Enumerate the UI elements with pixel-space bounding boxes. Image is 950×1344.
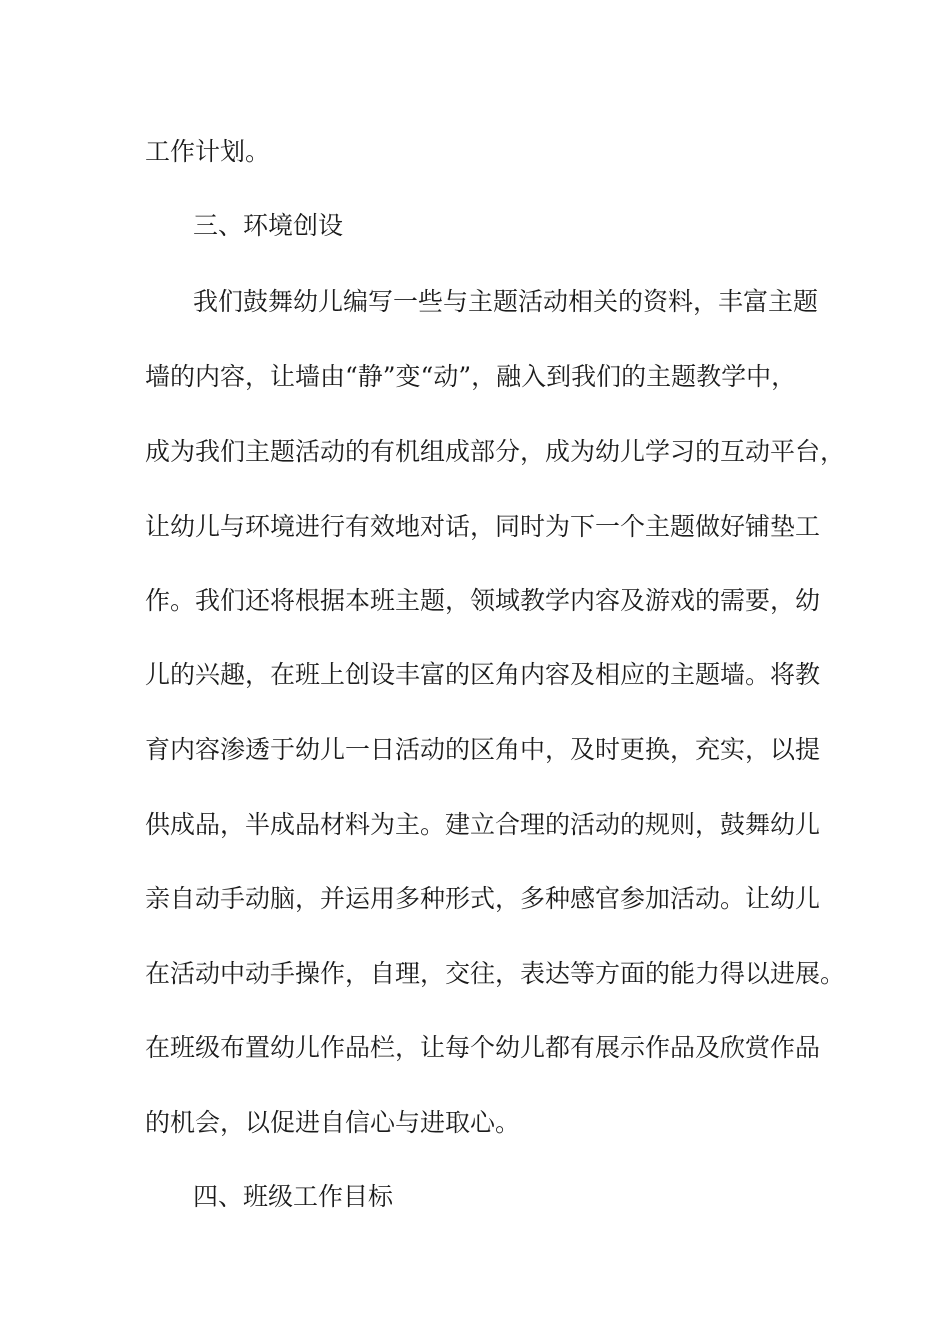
paragraph-line: 成为我们主题活动的有机组成部分，成为幼儿学习的互动平台， (145, 437, 846, 466)
section-heading-environment: 三、环境创设 (193, 211, 344, 240)
paragraph-line: 亲自动手动脑，并运用多种形式，多种感官参加活动。让幼儿 (145, 884, 821, 913)
paragraph-line: 供成品，半成品材料为主。建立合理的活动的规则，鼓舞幼儿 (145, 810, 821, 839)
paragraph-line: 儿的兴趣，在班上创设丰富的区角内容及相应的主题墙。将教 (145, 660, 821, 689)
paragraph-line: 育内容渗透于幼儿一日活动的区角中，及时更换，充实，以提 (145, 735, 821, 764)
paragraph-line: 墙的内容，让墙由“静”变“动”，融入到我们的主题教学中， (145, 362, 797, 391)
paragraph-line: 在活动中动手操作，自理，交往，表达等方面的能力得以进展。 (145, 959, 846, 988)
section-heading-class-goals: 四、班级工作目标 (193, 1182, 394, 1211)
paragraph-continuation-line: 工作计划。 (145, 137, 271, 166)
paragraph-line: 的机会，以促进自信心与进取心。 (145, 1108, 521, 1137)
paragraph-line: 让幼儿与环境进行有效地对话，同时为下一个主题做好铺垫工 (145, 512, 821, 541)
paragraph-line: 在班级布置幼儿作品栏，让每个幼儿都有展示作品及欣赏作品 (145, 1033, 821, 1062)
paragraph-line: 我们鼓舞幼儿编写一些与主题活动相关的资料，丰富主题 (193, 287, 819, 316)
paragraph-line: 作。我们还将根据本班主题，领域教学内容及游戏的需要，幼 (145, 586, 821, 615)
